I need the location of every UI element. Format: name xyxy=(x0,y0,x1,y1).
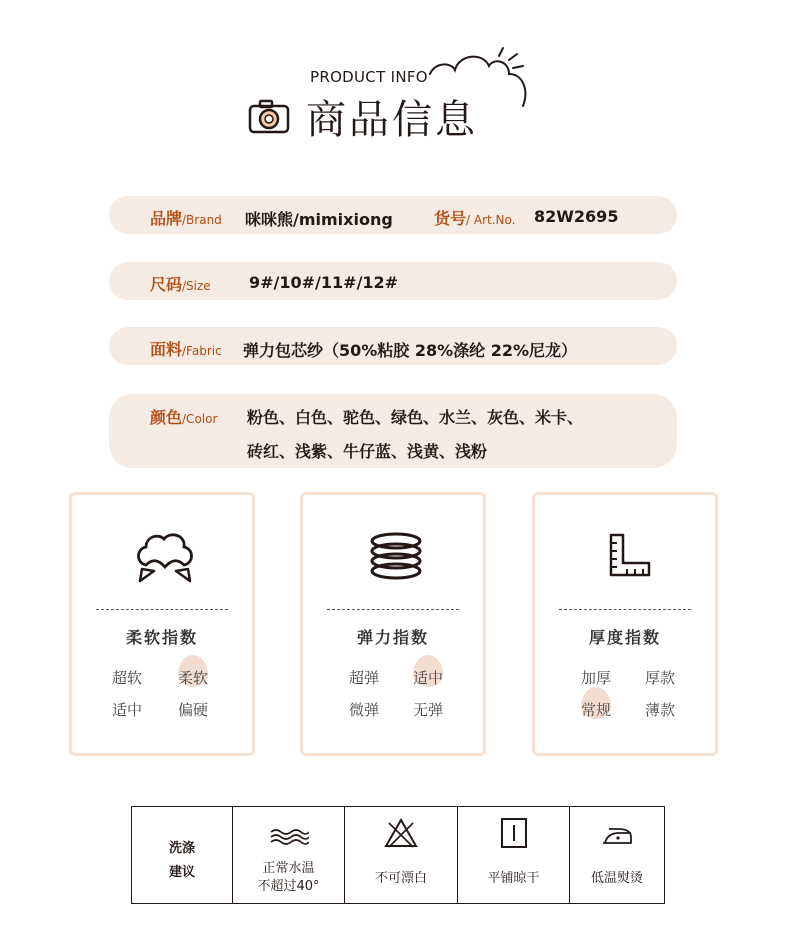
header-chinese: 商品信息 xyxy=(306,97,478,143)
elasticity-option: 无弹 xyxy=(413,701,444,719)
spring-icon xyxy=(363,527,429,587)
wash-item-dry-flat xyxy=(458,807,570,903)
dry-flat-label: 平铺晾干 xyxy=(487,871,540,886)
color-label xyxy=(150,405,217,428)
wash-item-low-iron xyxy=(570,807,664,903)
cotton-icon xyxy=(132,527,198,587)
wash-heading-line2: 建议 xyxy=(168,865,195,880)
brand-label-cn: 品牌 xyxy=(150,209,183,228)
softness-option: 适中 xyxy=(112,701,143,719)
softness-option: 偏硬 xyxy=(178,701,209,719)
elasticity-option-selected: 适中 xyxy=(413,669,444,687)
size-label-en: /Size xyxy=(182,279,211,293)
brand-value: 咪咪熊/mimixiong xyxy=(245,210,393,229)
elasticity-option: 微弹 xyxy=(349,701,380,719)
elasticity-title: 弹力指数 xyxy=(356,628,429,647)
wash-heading-cell xyxy=(132,807,233,903)
low-iron-label: 低温熨烫 xyxy=(590,871,643,886)
artno-label xyxy=(434,206,515,229)
size-label-cn: 尺码 xyxy=(150,275,183,294)
wash-care-table xyxy=(131,806,665,904)
wash-heading-line1: 洗涤 xyxy=(168,841,195,856)
size-label xyxy=(150,272,211,295)
fabric-label xyxy=(150,337,222,360)
thickness-option-selected: 常规 xyxy=(581,701,612,719)
dry-flat-icon xyxy=(500,817,528,849)
artno-label-en: / Art.No. xyxy=(466,213,516,227)
low-iron-icon xyxy=(601,823,633,847)
softness-option-selected: 柔软 xyxy=(178,669,209,687)
thickness-option: 加厚 xyxy=(581,669,612,687)
softness-card xyxy=(69,492,255,756)
ruler-icon xyxy=(595,527,661,587)
size-value: 9#/10#/11#/12# xyxy=(249,273,399,292)
artno-label-cn: 货号 xyxy=(434,209,467,228)
water-temp-line1: 正常水温 xyxy=(262,861,315,876)
elasticity-card xyxy=(300,492,486,756)
card-divider xyxy=(327,609,459,610)
fabric-label-cn: 面料 xyxy=(150,340,183,359)
no-bleach-label: 不可漂白 xyxy=(374,871,427,886)
brand-label xyxy=(150,206,222,229)
color-value-line1: 粉色、白色、驼色、绿色、水兰、灰色、米卡、 xyxy=(247,408,584,427)
water-temp-line2: 不超过40° xyxy=(257,879,320,894)
camera-icon xyxy=(248,98,290,134)
color-label-en: /Color xyxy=(182,412,218,426)
no-bleach-icon xyxy=(383,817,419,849)
card-divider xyxy=(559,609,691,610)
thickness-title: 厚度指数 xyxy=(588,628,661,647)
softness-option: 超软 xyxy=(112,669,143,687)
color-value-line2: 砖红、浅紫、牛仔蓝、浅黄、浅粉 xyxy=(247,442,488,461)
card-divider xyxy=(96,609,228,610)
artno-value: 82W2695 xyxy=(534,207,619,226)
thickness-card xyxy=(532,492,718,756)
brand-label-en: /Brand xyxy=(182,213,222,227)
fabric-value: 弹力包芯纱（50%粘胶 28%涤纶 22%尼龙） xyxy=(243,341,578,360)
color-label-cn: 颜色 xyxy=(150,408,183,427)
thickness-option: 厚款 xyxy=(645,669,676,687)
water-temperature-icon xyxy=(269,827,309,847)
elasticity-option: 超弹 xyxy=(349,669,380,687)
wash-item-water-temp xyxy=(233,807,345,903)
wash-item-no-bleach xyxy=(345,807,458,903)
header-english: PRODUCT INFO xyxy=(310,68,428,86)
thickness-option: 薄款 xyxy=(645,701,676,719)
softness-title: 柔软指数 xyxy=(125,628,198,647)
fabric-label-en: /Fabric xyxy=(182,344,222,358)
